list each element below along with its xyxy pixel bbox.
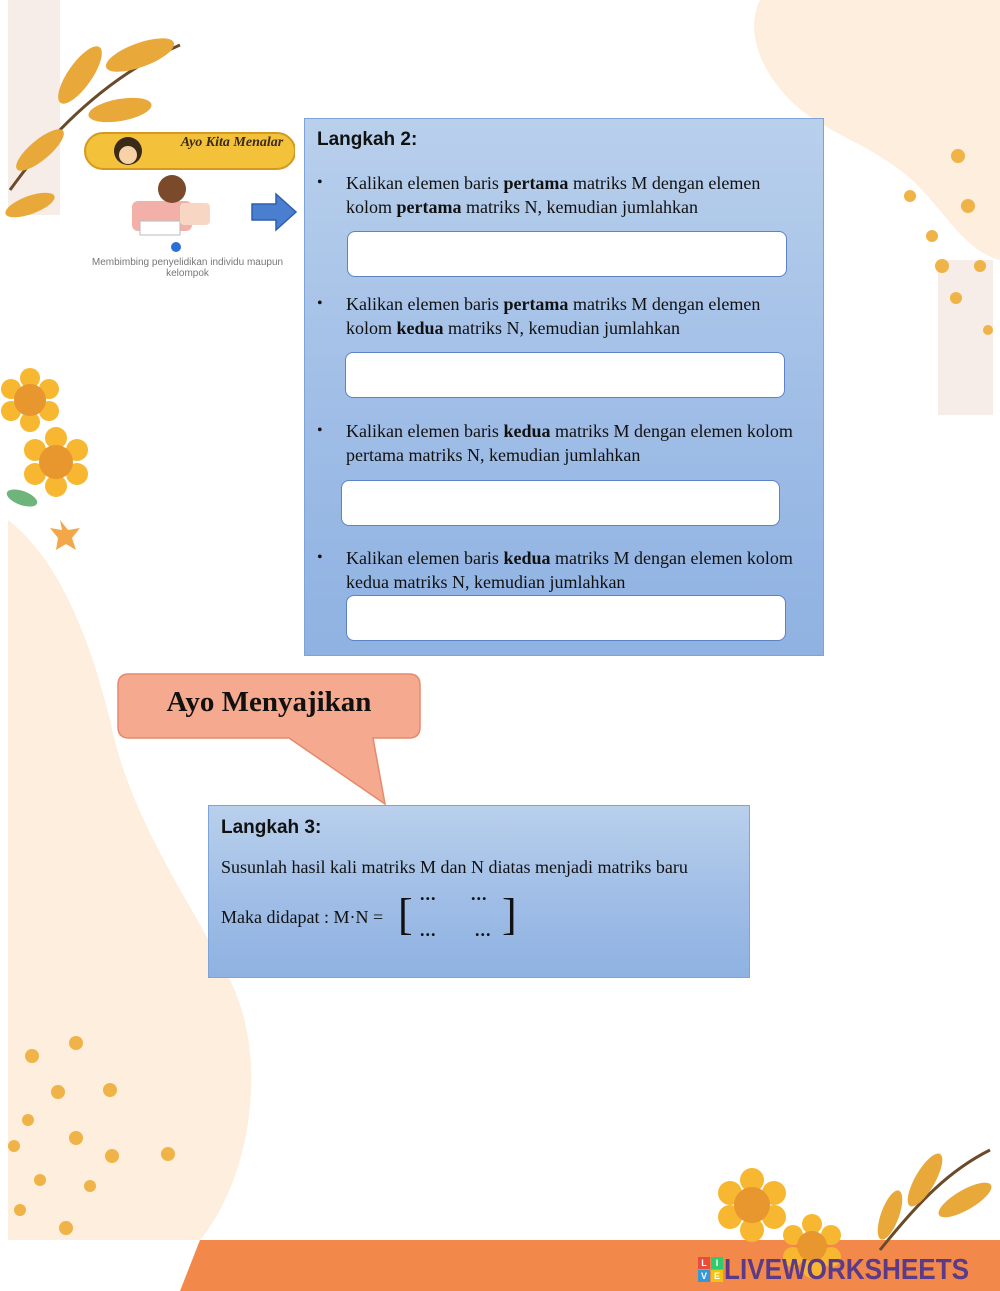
logo-badge-letter: I <box>711 1257 723 1269</box>
step2-item-text: Kalikan elemen baris pertama matriks M dengan elemen kolom kedua matriks N, kemudian jumlahkan <box>346 294 761 338</box>
step2-answer-2[interactable] <box>345 352 785 398</box>
step2-answer-1[interactable] <box>347 231 787 277</box>
matrix-cell-21: ... <box>420 920 437 940</box>
liveworksheets-logo <box>698 1254 998 1288</box>
matrix-cell-12: ... <box>471 884 488 904</box>
step2-item-4 <box>317 546 807 594</box>
bullet-icon: • <box>317 295 323 312</box>
step2-item-3 <box>317 419 807 467</box>
matrix-cell-11: ... <box>420 884 437 904</box>
step3-heading: Langkah 3: <box>221 817 322 838</box>
arrow-right-icon <box>250 192 298 232</box>
logo-badge-letter: E <box>711 1270 723 1282</box>
ayo-menyajikan-callout <box>117 673 421 808</box>
step2-heading: Langkah 2: <box>317 129 418 150</box>
bullet-icon: • <box>317 174 323 191</box>
step2-answer-4[interactable] <box>346 595 786 641</box>
badge-caption: Membimbing penyelidikan individu maupun kelompok <box>91 257 284 279</box>
badge-title: Ayo Kita Menalar <box>180 135 284 150</box>
step2-item-text: Kalikan elemen baris kedua matriks M dengan elemen kolom kedua matriks N, kemudian jumlahkan <box>346 548 793 592</box>
step2-item-2 <box>317 292 807 340</box>
step2-item-text: Kalikan elemen baris pertama matriks M dengan elemen kolom pertama matriks N, kemudian jumlahkan <box>346 173 761 217</box>
logo-badge-letter: V <box>698 1270 710 1282</box>
step3-result-label: Maka didapat : M·N = <box>221 907 384 927</box>
step2-item-text: Kalikan elemen baris kedua matriks M dengan elemen kolom pertama matriks N, kemudian jumlahkan <box>346 421 793 465</box>
matrix-cell-22: ... <box>475 920 492 940</box>
logo-badge-icon <box>698 1257 724 1283</box>
logo-badge-letter: L <box>698 1257 710 1269</box>
step3-panel <box>208 805 750 978</box>
logo-text: LIVEWORKSHEETS <box>724 1254 970 1286</box>
flowers-left <box>1 368 88 550</box>
bullet-icon: • <box>317 422 323 439</box>
matrix-left-bracket: [ <box>398 890 413 939</box>
step3-instruction: Susunlah hasil kali matriks M dan N diatas menjadi matriks baru <box>221 857 688 877</box>
bullet-icon: • <box>317 549 323 566</box>
step2-panel <box>304 118 824 656</box>
matrix-right-bracket: ] <box>502 890 517 939</box>
callout-label: Ayo Menyajikan <box>166 686 372 718</box>
step2-item-1 <box>317 171 807 219</box>
step2-answer-3[interactable] <box>341 480 780 526</box>
